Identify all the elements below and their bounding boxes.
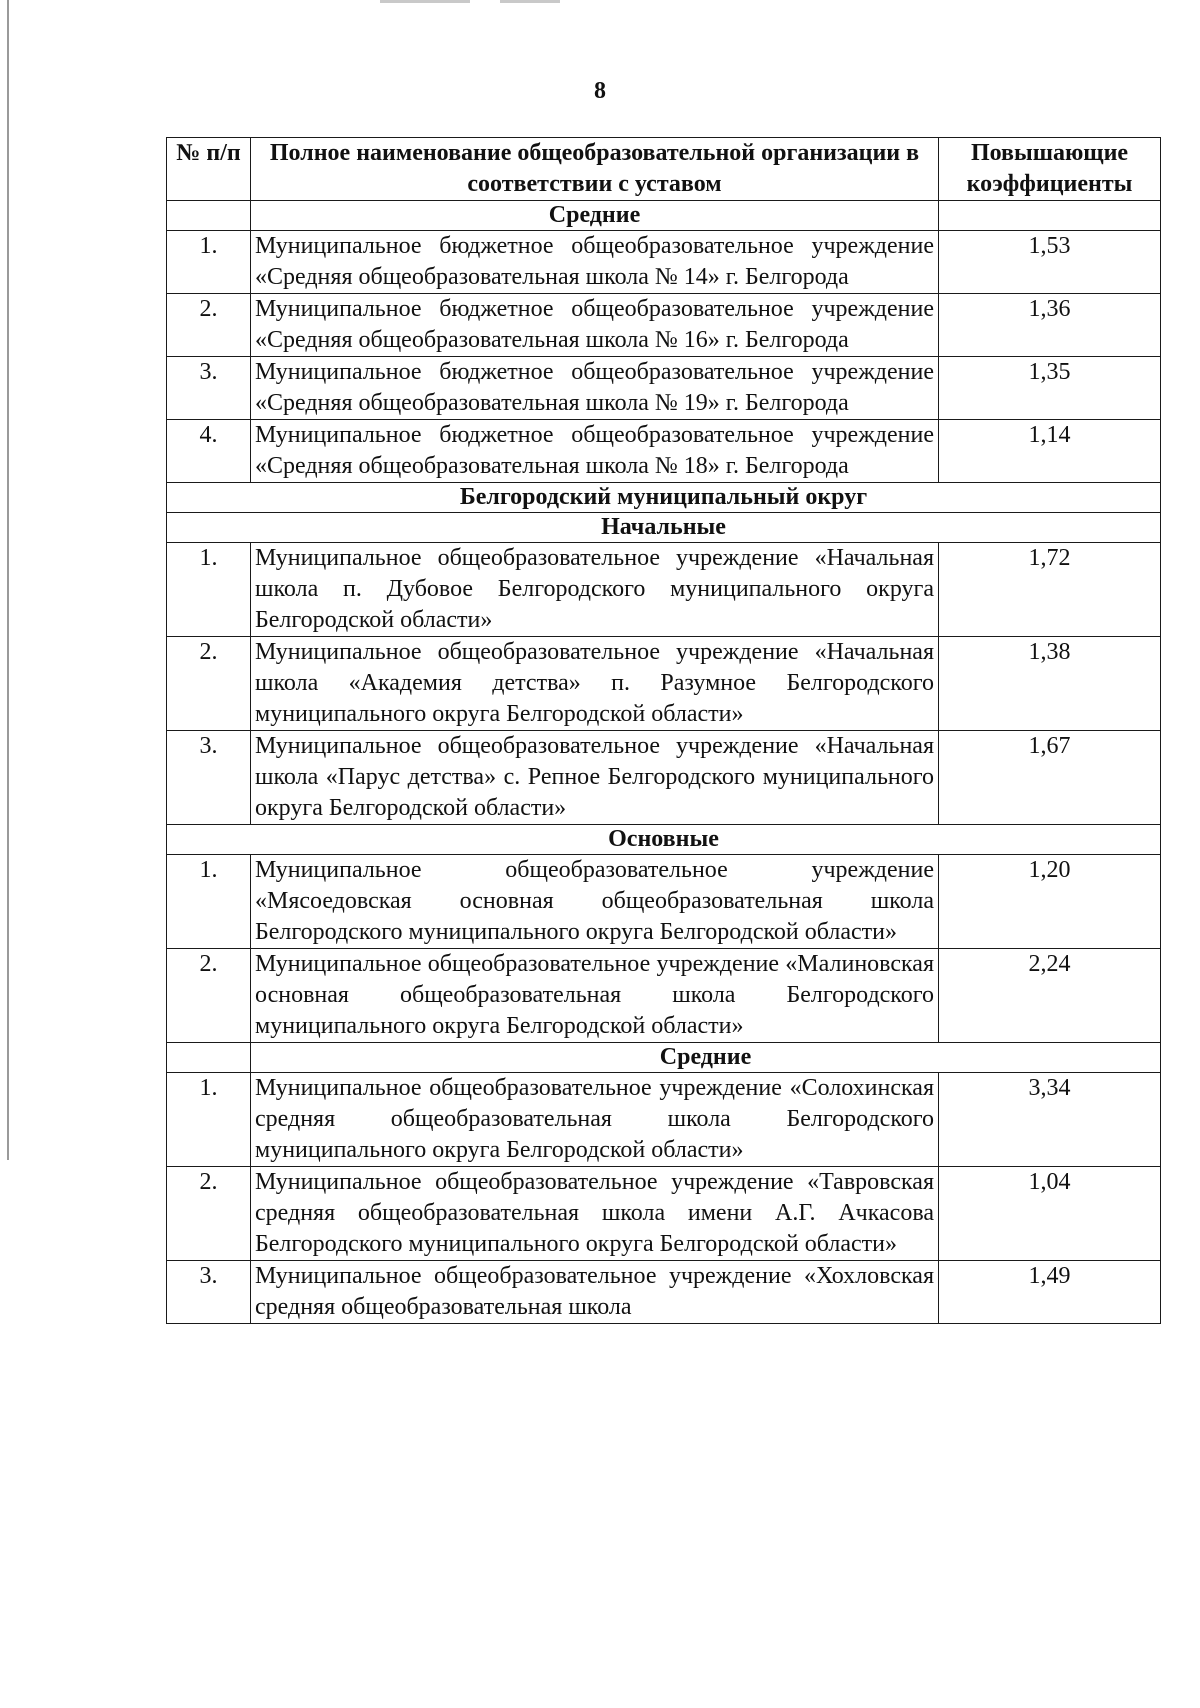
table-row	[167, 543, 1161, 637]
scan-mark	[380, 0, 470, 3]
row-name: Муниципальное бюджетное общеобразовательное учреждение «Средняя общеобразовательная школа № 19» г. Белгорода	[251, 357, 939, 420]
row-name: Муниципальное бюджетное общеобразовательное учреждение «Средняя общеобразовательная школа № 16» г. Белгорода	[251, 294, 939, 357]
scan-edge-line	[7, 0, 9, 1160]
table-row	[167, 637, 1161, 731]
row-coef: 1,14	[939, 420, 1161, 483]
header-name: Полное наименование общеобразовательной организации в соответствии с уставом	[251, 138, 939, 201]
row-num: 3.	[167, 731, 251, 825]
scan-mark	[500, 0, 560, 3]
row-name: Муниципальное общеобразовательное учреждение «Солохинская средняя общеобразовательная школа Белгородского муниципального округа Белгородской области»	[251, 1073, 939, 1167]
coefficients-table	[166, 137, 1161, 1324]
row-coef: 1,36	[939, 294, 1161, 357]
row-num: 3.	[167, 1261, 251, 1324]
row-name: Муниципальное общеобразовательное учреждение «Малиновская основная общеобразовательная школа Белгородского муниципального округа Белгородской области»	[251, 949, 939, 1043]
table-row	[167, 420, 1161, 483]
row-name: Муниципальное бюджетное общеобразовательное учреждение «Средняя общеобразовательная школа № 18» г. Белгорода	[251, 420, 939, 483]
section-row	[167, 201, 1161, 231]
table-row	[167, 731, 1161, 825]
row-num: 2.	[167, 637, 251, 731]
row-coef: 1,53	[939, 231, 1161, 294]
row-coef: 1,04	[939, 1167, 1161, 1261]
row-num: 3.	[167, 357, 251, 420]
row-coef: 3,34	[939, 1073, 1161, 1167]
section-title: Средние	[251, 201, 939, 231]
row-coef: 1,72	[939, 543, 1161, 637]
row-num: 1.	[167, 543, 251, 637]
row-num: 2.	[167, 949, 251, 1043]
header-num: № п/п	[167, 138, 251, 201]
table-row	[167, 357, 1161, 420]
row-num: 1.	[167, 855, 251, 949]
row-coef: 1,35	[939, 357, 1161, 420]
section-row	[167, 513, 1161, 543]
table-row	[167, 231, 1161, 294]
row-num: 2.	[167, 294, 251, 357]
table-header-row	[167, 138, 1161, 201]
row-num: 2.	[167, 1167, 251, 1261]
section-spacer	[167, 1043, 251, 1073]
table-row	[167, 1167, 1161, 1261]
section-spacer	[939, 201, 1161, 231]
row-name: Муниципальное общеобразовательное учреждение «Начальная школа «Академия детства» п. Разумное Белгородского муниципального округа Белгородской области»	[251, 637, 939, 731]
table-row	[167, 294, 1161, 357]
section-spacer	[167, 201, 251, 231]
row-name: Муниципальное общеобразовательное учреждение «Начальная школа «Парус детства» с. Репное Белгородского муниципального округа Белгородской области»	[251, 731, 939, 825]
section-row	[167, 1043, 1161, 1073]
row-num: 1.	[167, 231, 251, 294]
row-coef: 1,20	[939, 855, 1161, 949]
row-coef: 1,49	[939, 1261, 1161, 1324]
table-row	[167, 1073, 1161, 1167]
district-title: Белгородский муниципальный округ	[167, 483, 1161, 513]
section-title: Начальные	[167, 513, 1161, 543]
row-name: Муниципальное общеобразовательное учреждение «Тавровская средняя общеобразовательная школа имени А.Г. Ачкасова Белгородского муниципального округа Белгородской области»	[251, 1167, 939, 1261]
row-name: Муниципальное бюджетное общеобразовательное учреждение «Средняя общеобразовательная школа № 14» г. Белгорода	[251, 231, 939, 294]
row-coef: 1,67	[939, 731, 1161, 825]
row-coef: 1,38	[939, 637, 1161, 731]
section-title: Основные	[167, 825, 1161, 855]
row-name: Муниципальное общеобразовательное учреждение «Хохловская средняя общеобразовательная школа	[251, 1261, 939, 1324]
section-row	[167, 825, 1161, 855]
page-number: 8	[594, 78, 606, 104]
table-row	[167, 855, 1161, 949]
row-name: Муниципальное общеобразовательное учреждение «Мясоедовская основная общеобразовательная школа Белгородского муниципального округа Белгородской области»	[251, 855, 939, 949]
header-coef: Повышающие коэффициенты	[939, 138, 1161, 201]
table-row	[167, 1261, 1161, 1324]
row-num: 1.	[167, 1073, 251, 1167]
section-title: Средние	[251, 1043, 1161, 1073]
table-row	[167, 949, 1161, 1043]
row-num: 4.	[167, 420, 251, 483]
district-row	[167, 483, 1161, 513]
row-name: Муниципальное общеобразовательное учреждение «Начальная школа п. Дубовое Белгородского муниципального округа Белгородской области»	[251, 543, 939, 637]
row-coef: 2,24	[939, 949, 1161, 1043]
